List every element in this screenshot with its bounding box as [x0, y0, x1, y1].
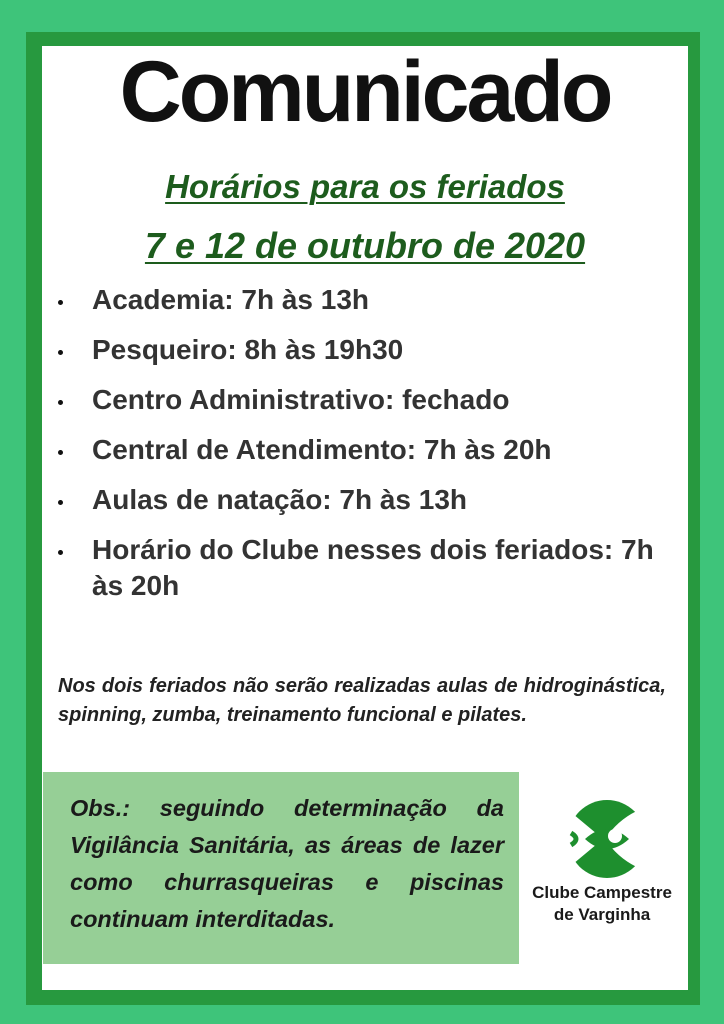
club-logo-icon [545, 797, 665, 881]
list-item: Centro Administrativo: fechado [56, 382, 656, 418]
schedule-list [56, 282, 656, 618]
obs-text: Obs.: seguindo determinação da Vigilância Sanitária, as áreas de lazer como churrasqueiras e piscinas continuam interditadas. [70, 795, 504, 932]
list-item: Central de Atendimento: 7h às 20h [56, 432, 656, 468]
list-item: Academia: 7h às 13h [56, 282, 656, 318]
list-item: Horário do Clube nesses dois feriados: 7h às 20h [56, 532, 656, 604]
subtitle-line-2: 7 e 12 de outubro de 2020 [144, 225, 586, 266]
subtitle-line-1: Horários para os feriados [165, 168, 565, 205]
club-name-line-2: de Varginha [553, 905, 651, 924]
club-name-line-1: Clube Campestre [532, 883, 672, 902]
list-item: Aulas de natação: 7h às 13h [56, 482, 656, 518]
list-item: Pesqueiro: 8h às 19h30 [56, 332, 656, 368]
classes-note: Nos dois feriados não serão realizadas aulas de hidroginástica, spinning, zumba, treinamento funcional e pilates. [58, 675, 666, 726]
page-title: Comunicado [119, 44, 611, 140]
club-name [522, 882, 682, 926]
